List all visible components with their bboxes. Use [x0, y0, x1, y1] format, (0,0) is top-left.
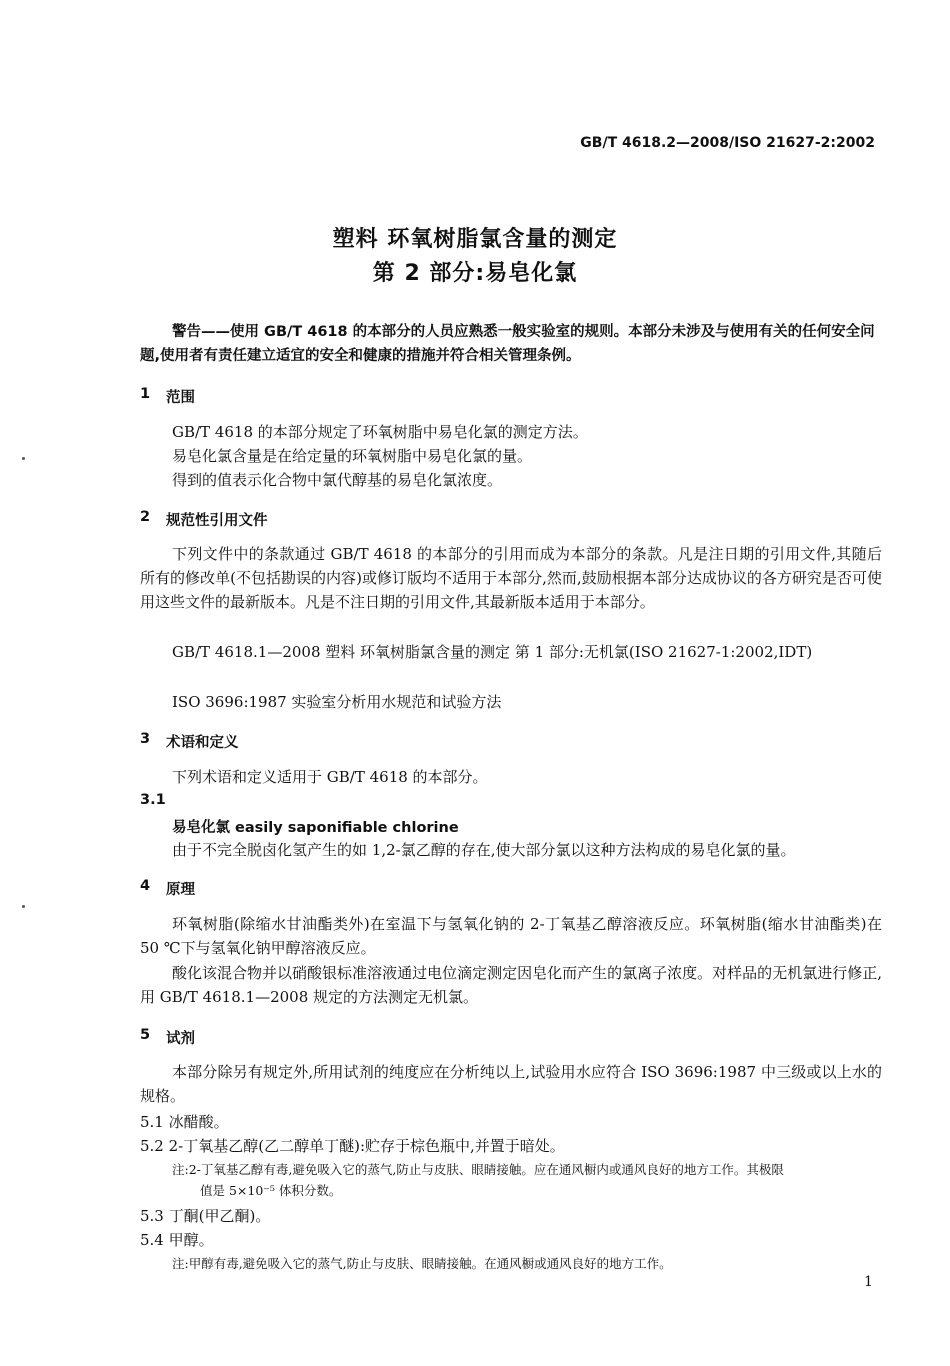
scan-mark: [22, 457, 25, 460]
reagent-item: 5.1 冰醋酸。: [140, 1113, 229, 1131]
section-title: 术语和定义: [166, 735, 239, 751]
paragraph: 环氧树脂(除缩水甘油酯类外)在室温下与氢氧化钠的 2-丁氧基乙醇溶液反应。环氧树脂(缩水甘油酯类)在 50 ℃下与氢氧化钠甲醇溶液反应。: [140, 915, 882, 957]
section-number: 5: [140, 1027, 151, 1043]
note: 注:甲醇有毒,避免吸入它的蒸气,防止与皮肤、眼睛接触。在通风橱或通风良好的地方工作。: [172, 1256, 672, 1271]
term-definition: 由于不完全脱卤化氢产生的如 1,2-氯乙醇的存在,使大部分氯以这种方法构成的易皂化氯的量。: [172, 841, 796, 859]
subsection-number: 3.1: [140, 792, 166, 808]
document-subtitle: 第 2 部分:易皂化氯: [372, 261, 578, 286]
paragraph: GB/T 4618 的本部分规定了环氧树脂中易皂化氯的测定方法。: [172, 423, 588, 441]
term: 易皂化氯 easily saponifiable chlorine: [172, 820, 459, 836]
section-title: 规范性引用文件: [166, 513, 268, 529]
paragraph: 易皂化氯含量是在给定量的环氧树脂中易皂化氯的量。: [172, 447, 533, 465]
normative-reference: GB/T 4618.1—2008 塑料 环氧树脂氯含量的测定 第 1 部分:无机氯(ISO 21627-1:2002,IDT): [172, 643, 813, 661]
reagent-item: 5.2 2-丁氧基乙醇(乙二醇单丁醚):贮存于棕色瓶中,并置于暗处。: [140, 1137, 565, 1155]
paragraph: 酸化该混合物并以硝酸银标准溶液通过电位滴定测定因皂化而产生的氯离子浓度。对样品的无机氯进行修正,用 GB/T 4618.1—2008 规定的方法测定无机氯。: [140, 964, 882, 1006]
reagent-item: 5.4 甲醇。: [140, 1231, 214, 1249]
standard-code: GB/T 4618.2—2008/ISO 21627-2:2002: [580, 135, 875, 151]
section-title: 原理: [166, 882, 195, 898]
document-title: 塑料 环氧树脂氯含量的测定: [332, 227, 618, 252]
section-number: 2: [140, 509, 151, 525]
normative-reference: ISO 3696:1987 实验室分析用水规范和试验方法: [172, 693, 502, 711]
section-title: 范围: [166, 390, 195, 406]
paragraph: 下列文件中的条款通过 GB/T 4618 的本部分的引用而成为本部分的条款。凡是注日期的引用文件,其随后所有的修改单(不包括勘误的内容)或修订版均不适用于本部分,然而,鼓励根据本部分达成协议的各方研究是否可使用这些文件的最新版本。凡是不注日期的引用文件,其最新版本适用于本部分。: [140, 545, 882, 611]
paragraph: 本部分除另有规定外,所用试剂的纯度应在分析纯以上,试验用水应符合 ISO 3696:1987 中三级或以上水的规格。: [140, 1063, 882, 1105]
reagent-item: 5.3 丁酮(甲乙酮)。: [140, 1207, 271, 1225]
section-number: 3: [140, 731, 151, 747]
paragraph: 下列术语和定义适用于 GB/T 4618 的本部分。: [172, 768, 488, 786]
section-number: 4: [140, 878, 151, 894]
note-continuation: 值是 5×10⁻⁵ 体积分数。: [200, 1183, 342, 1198]
note: 注:2-丁氧基乙醇有毒,避免吸入它的蒸气,防止与皮肤、眼睛接触。应在通风橱内或通风良好的地方工作。其极限: [172, 1162, 784, 1177]
section-number: 1: [140, 386, 151, 402]
section-title: 试剂: [166, 1031, 195, 1047]
paragraph: 得到的值表示化合物中氯代醇基的易皂化氯浓度。: [172, 471, 503, 489]
scan-mark: [22, 905, 25, 908]
warning-paragraph: 警告——使用 GB/T 4618 的本部分的人员应熟悉一般实验室的规则。本部分未涉及与使用有关的任何安全问题,使用者有责任建立适宜的安全和健康的措施并符合相关管理条例。: [140, 324, 875, 364]
page-number: 1: [864, 1274, 873, 1290]
